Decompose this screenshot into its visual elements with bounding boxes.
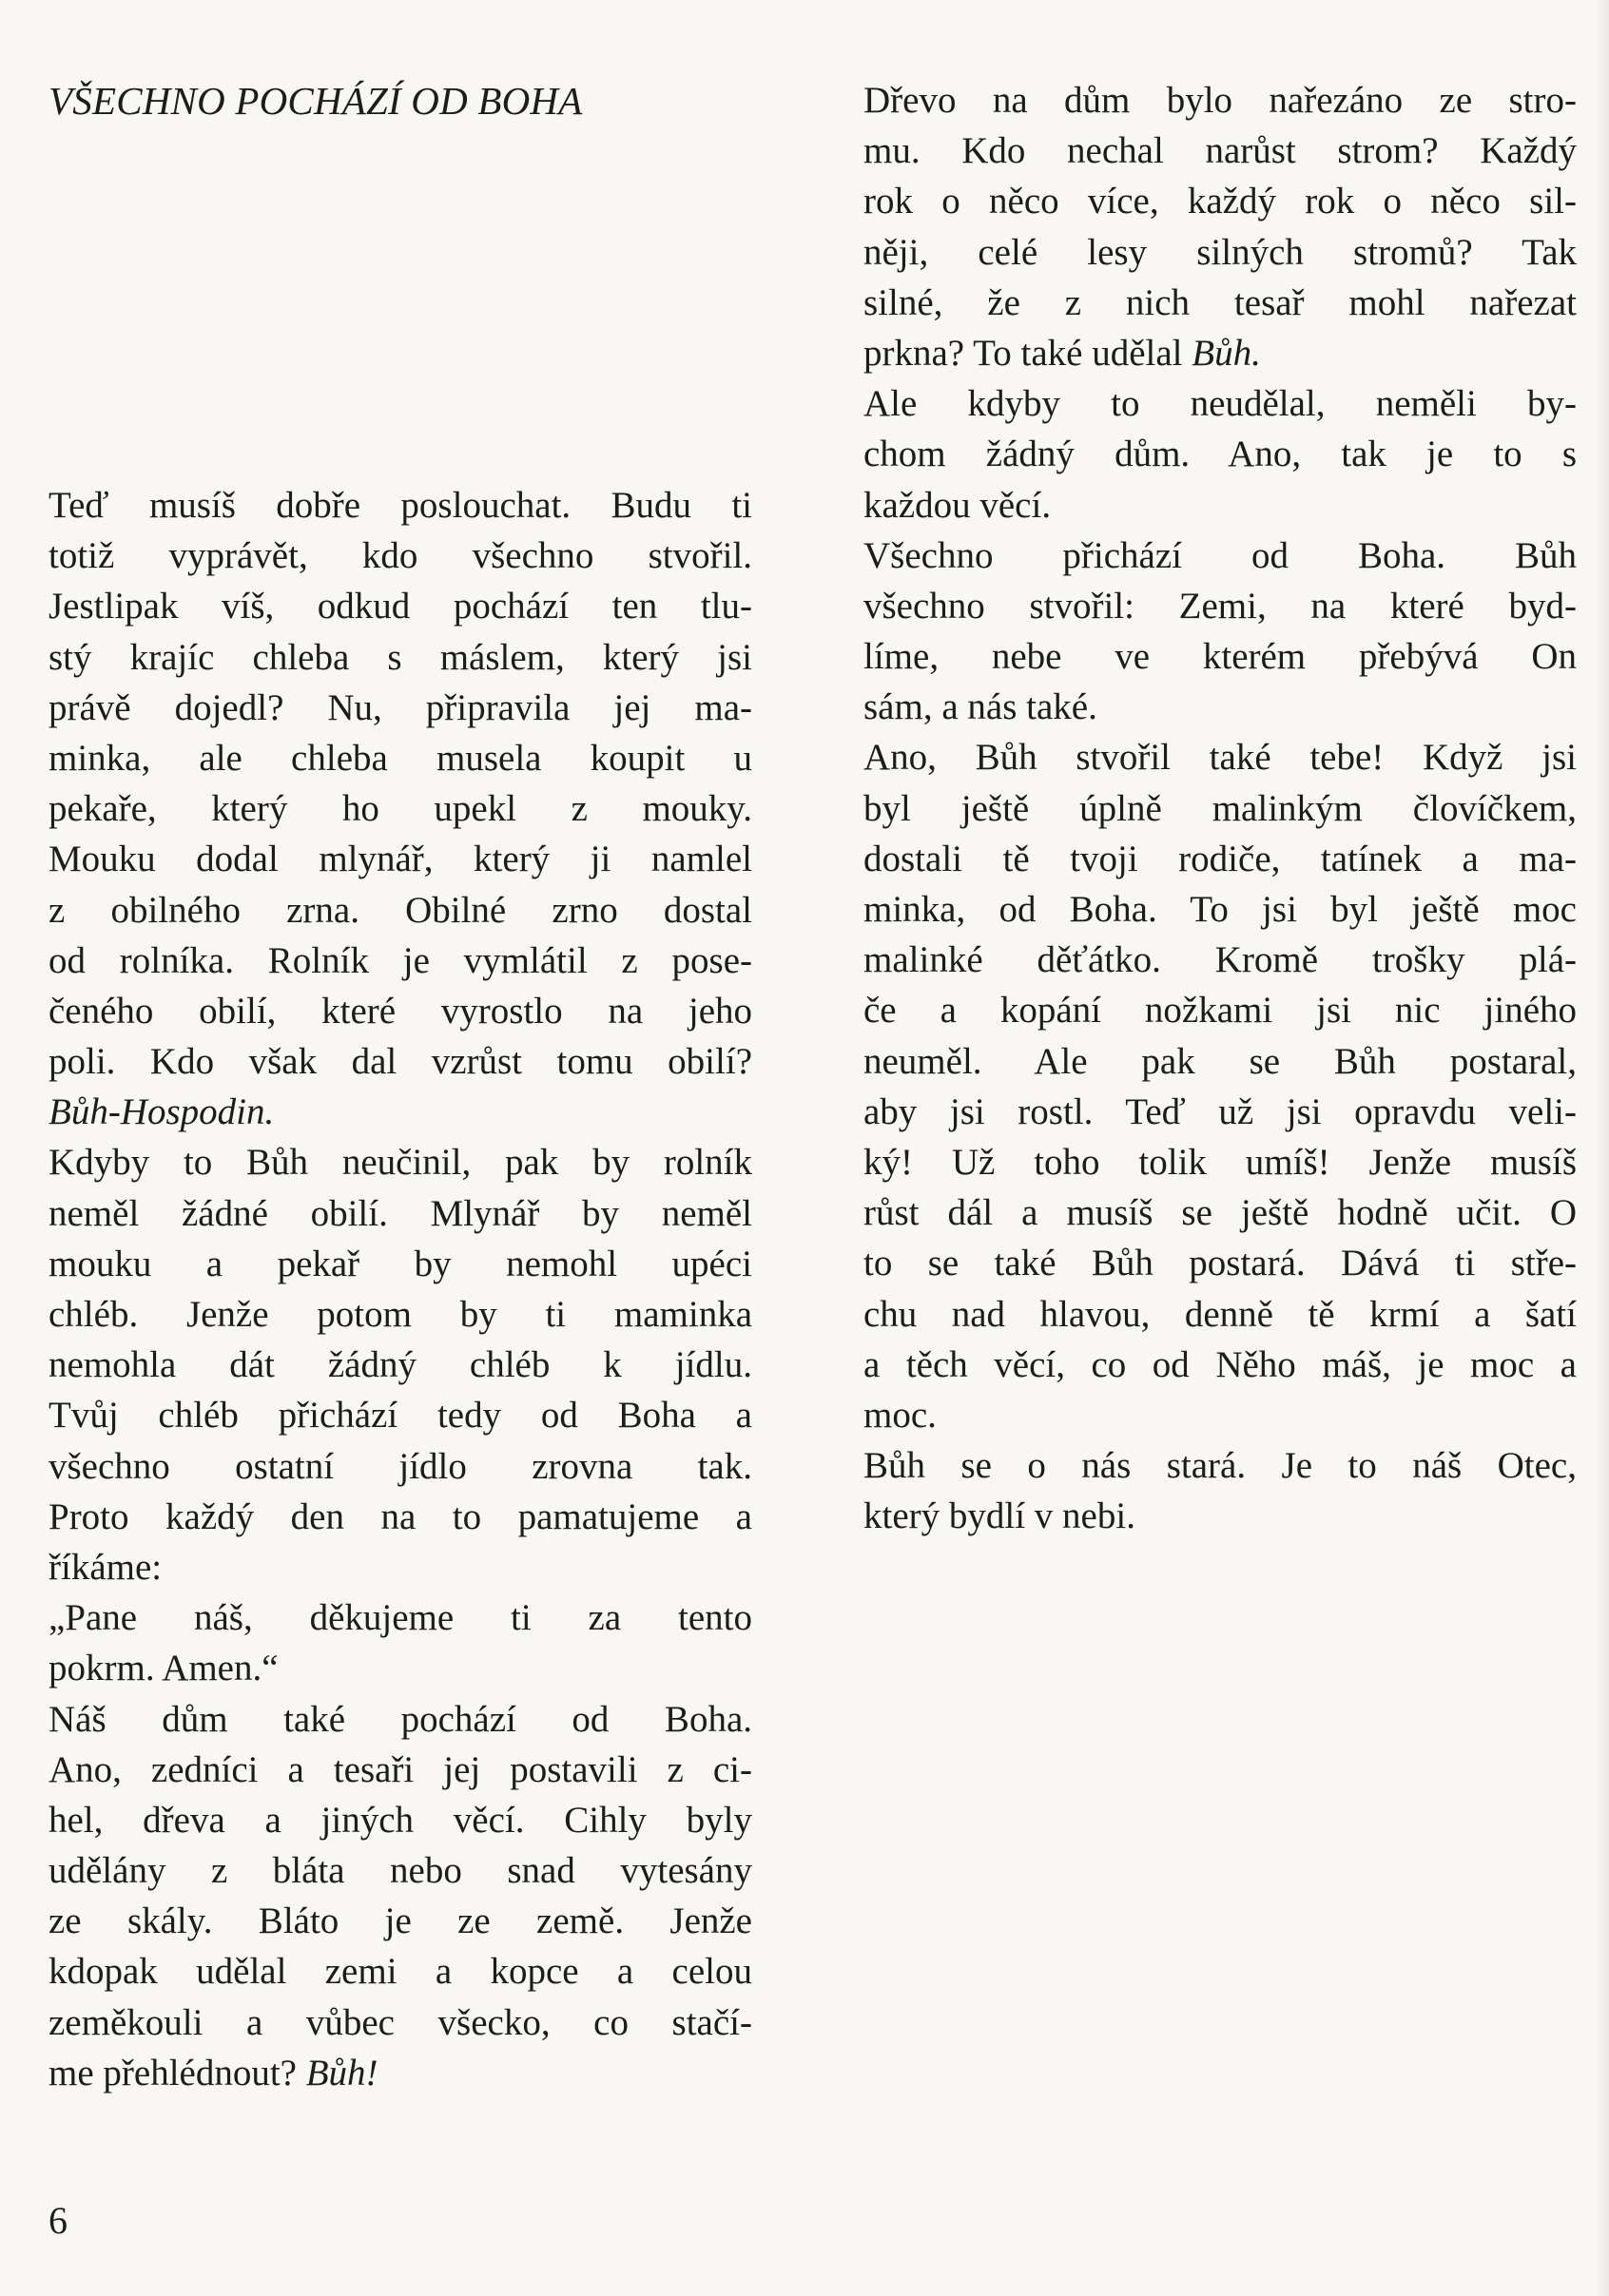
text-line: minka, od Boha. To jsi byl ještě moc <box>863 889 1577 930</box>
text-line: chléb. Jenže potom by ti maminka <box>48 1294 752 1335</box>
text-line: zeměkouli a vůbec všecko, co stačí- <box>48 2001 752 2043</box>
text-line: silné, že z nich tesař mohl nařezat <box>863 281 1577 323</box>
text-line: stý krajíc chleba s máslem, který jsi <box>48 636 752 678</box>
text-line: moc. <box>863 1394 937 1436</box>
text-line: Náš dům také pochází od Boha. <box>48 1698 752 1740</box>
text-line: Dřevo na dům bylo nařezáno ze stro- <box>863 80 1577 121</box>
text-fragment: me přehlédnout? <box>48 2052 297 2093</box>
text-line: chom žádný dům. Ano, tak je to s <box>863 434 1577 475</box>
text-line: Teď musíš dobře poslouchat. Budu ti <box>48 485 752 526</box>
text-line: všechno ostatní jídlo zrovna tak. <box>48 1445 752 1487</box>
text-line: čeného obilí, které vyrostlo na jeho <box>48 990 752 1032</box>
text-line: něji, celé lesy silných stromů? Tak <box>863 231 1577 273</box>
page-number: 6 <box>48 2199 68 2242</box>
text-line: líme, nebe ve kterém přebývá On <box>863 636 1577 678</box>
text-line: totiž vyprávět, kdo všechno stvořil. <box>48 535 752 577</box>
text-line: chu nad hlavou, denně tě krmí a šatí <box>863 1293 1577 1335</box>
text-line: říkáme: <box>48 1546 163 1588</box>
text-line: neměl žádné obilí. Mlynář by neměl <box>48 1192 752 1234</box>
text-line: „Pane náš, děkujeme ti za tento <box>48 1597 752 1639</box>
text-fragment-italic: Bůh. <box>1192 332 1261 374</box>
text-line <box>48 2048 752 2098</box>
text-line: ký! Už toho tolik umíš! Jenže musíš <box>863 1141 1577 1183</box>
text-line: právě dojedl? Nu, připravila jej ma- <box>48 686 752 728</box>
text-line: če a kopání nožkami jsi nic jiného <box>863 990 1577 1032</box>
text-line: Všechno přichází od Boha. Bůh <box>863 534 1577 576</box>
text-line: všechno stvořil: Zemi, na které byd- <box>863 585 1577 627</box>
text-line: pokrm. Amen.“ <box>48 1648 279 1689</box>
text-line: minka, ale chleba musela koupit u <box>48 737 752 779</box>
text-line: pekaře, který ho upekl z mouky. <box>48 788 752 830</box>
text-line: z obilného zrna. Obilné zrno dostal <box>48 889 752 931</box>
text-line: Ano, Bůh stvořil také tebe! Když jsi <box>863 737 1577 779</box>
text-line: růst dál a musíš se ještě hodně učit. O <box>863 1192 1577 1234</box>
text-line: Ano, zedníci a tesaři jej postavili z ci- <box>48 1748 752 1790</box>
text-line: Bůh-Hospodin. <box>48 1091 275 1133</box>
text-line <box>863 328 1577 378</box>
text-line: Jestlipak víš, odkud pochází ten tlu- <box>48 586 752 627</box>
left-text-column <box>48 480 752 2098</box>
text-line: hel, dřeva a jiných věcí. Cihly byly <box>48 1799 752 1841</box>
text-line: neuměl. Ale pak se Bůh postaral, <box>863 1040 1577 1082</box>
text-line: ze skály. Bláto je ze země. Jenže <box>48 1900 752 1942</box>
text-line: který bydlí v nebi. <box>863 1495 1135 1537</box>
text-line: Kdyby to Bůh neučinil, pak by rolník <box>48 1142 752 1184</box>
text-fragment: prkna? To také udělal <box>863 332 1183 374</box>
text-line: a těch věcí, co od Něho máš, je moc a <box>863 1343 1577 1385</box>
text-line: Bůh se o nás stará. Je to náš Otec, <box>863 1445 1577 1487</box>
text-line: Proto každý den na to pamatujeme a <box>48 1495 752 1537</box>
text-line: každou věcí. <box>863 484 1052 526</box>
text-line: nemohla dát žádný chléb k jídlu. <box>48 1344 752 1386</box>
text-line: Ale kdyby to neudělal, neměli by- <box>863 383 1577 425</box>
text-line: Tvůj chléb přichází tedy od Boha a <box>48 1395 752 1437</box>
text-line: malinké děťátko. Kromě trošky plá- <box>863 939 1577 981</box>
text-line: aby jsi rostl. Teď už jsi opravdu veli- <box>863 1090 1577 1132</box>
page-edge-shadow <box>1596 0 1609 2296</box>
right-text-column <box>863 75 1577 1541</box>
text-line: poli. Kdo však dal vzrůst tomu obilí? <box>48 1041 752 1083</box>
page-title: VŠECHNO POCHÁZÍ OD BOHA <box>48 79 583 123</box>
text-fragment-italic: Bůh! <box>305 2052 378 2093</box>
text-line: to se také Bůh postará. Dává ti stře- <box>863 1243 1577 1284</box>
text-line: mouku a pekař by nemohl upéci <box>48 1243 752 1284</box>
text-line: mu. Kdo nechal narůst strom? Každý <box>863 130 1577 172</box>
text-line: kdopak udělal zemi a kopce a celou <box>48 1951 752 1993</box>
text-line: rok o něco více, každý rok o něco sil- <box>863 181 1577 222</box>
text-line: udělány z bláta nebo snad vytesány <box>48 1850 752 1892</box>
text-line: dostali tě tvoji rodiče, tatínek a ma- <box>863 838 1577 879</box>
text-line: Mouku dodal mlynář, který ji namlel <box>48 839 752 880</box>
text-line: od rolníka. Rolník je vymlátil z pose- <box>48 939 752 981</box>
text-line: byl ještě úplně malinkým človíčkem, <box>863 787 1577 829</box>
text-line: sám, a nás také. <box>863 686 1097 728</box>
